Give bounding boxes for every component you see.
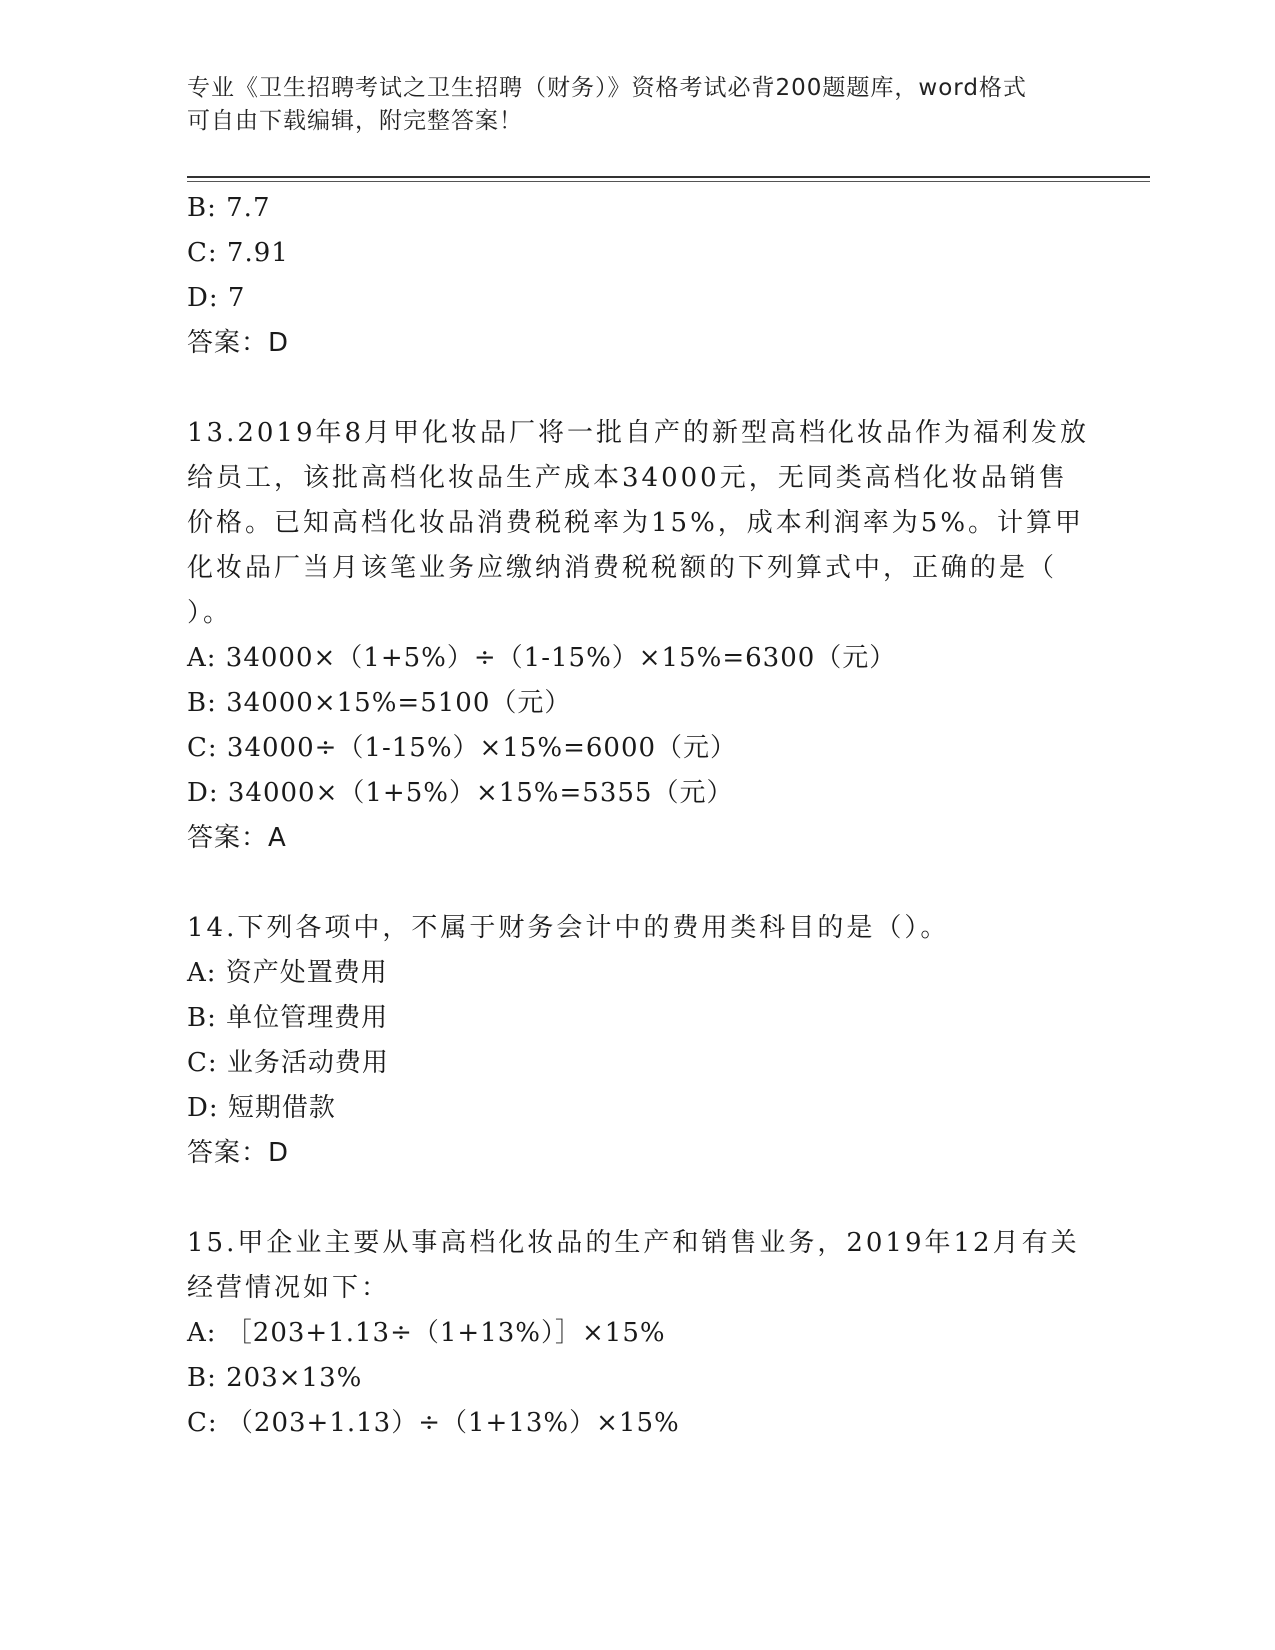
answer: 答案：D: [187, 1138, 290, 1168]
document-header: [187, 72, 1087, 138]
option-a: A: 34000×（1+5%）÷（1-15%）×15%=6300（元）: [187, 643, 897, 673]
question-text: 给员工，该批高档化妆品生产成本34000元，无同类高档化妆品销售: [187, 463, 1068, 493]
header-line-1: 专业《卫生招聘考试之卫生招聘（财务）》资格考试必背200题题库，word格式: [187, 75, 1027, 101]
option-b: B: 单位管理费用: [187, 1003, 389, 1033]
option-a: A: ［203+1.13÷（1+13%）］×15%: [187, 1318, 666, 1348]
option-a: A: 资产处置费用: [187, 958, 388, 988]
question-text: 价格。已知高档化妆品消费税税率为15%，成本利润率为5%。计算甲: [187, 508, 1085, 538]
option-d: D: 短期借款: [187, 1093, 336, 1123]
question-text: ）。: [187, 598, 233, 628]
option-b: B: 203×13%: [187, 1363, 363, 1393]
question-text: 化妆品厂当月该笔业务应缴纳消费税税额的下列算式中，正确的是（: [187, 553, 1058, 583]
answer: 答案：D: [187, 328, 290, 358]
option-d: D: 7: [187, 283, 246, 313]
option-c: C: 业务活动费用: [187, 1048, 389, 1078]
header-line-2: 可自由下载编辑，附完整答案！: [187, 108, 523, 134]
header-divider: [187, 176, 1150, 178]
question-text: 13.2019年8月甲化妆品厂将一批自产的新型高档化妆品作为福利发放: [187, 418, 1090, 448]
option-b: B: 7.7: [187, 193, 271, 223]
option-b: B: 34000×15%=5100（元）: [187, 688, 572, 718]
option-c: C: 34000÷（1-15%）×15%=6000（元）: [187, 733, 738, 763]
question-text: 15.甲企业主要从事高档化妆品的生产和销售业务，2019年12月有关: [187, 1228, 1080, 1258]
question-text: 经营情况如下：: [187, 1273, 391, 1303]
header-divider-thin: [187, 181, 1150, 182]
question-text: 14.下列各项中，不属于财务会计中的费用类科目的是（）。: [187, 913, 950, 943]
option-c: C: 7.91: [187, 238, 289, 268]
answer: 答案：A: [187, 823, 287, 853]
option-d: D: 34000×（1+5%）×15%=5355（元）: [187, 778, 734, 808]
option-c: C: （203+1.13）÷（1+13%）×15%: [187, 1408, 680, 1438]
